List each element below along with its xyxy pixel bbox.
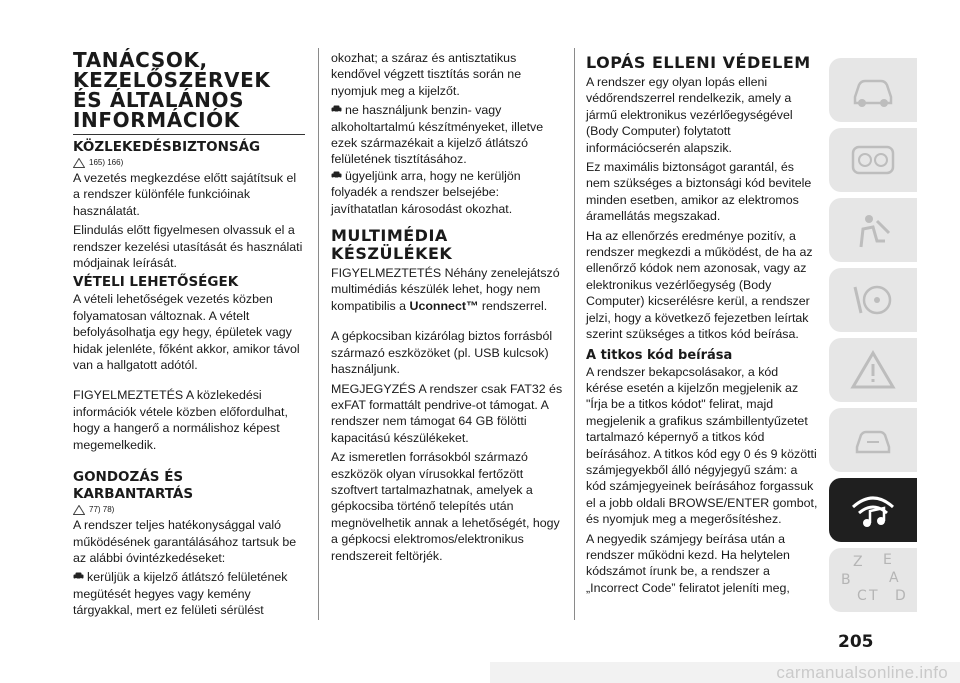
index-letter: D <box>895 588 906 604</box>
list-item <box>331 168 564 217</box>
paragraph: A vételi lehetőségek vezetés közben folyamatosan változnak. A vételt befolyásolhatja egy hegy, épületek vagy hidak jelenléte, főként akkor, amikor távol van a hallgatott adótól. <box>73 292 300 373</box>
column-divider <box>574 48 575 620</box>
section-heading-reception: VÉTELI LEHETŐSÉGEK <box>73 274 239 291</box>
dashboard-icon <box>847 137 899 183</box>
car-icon <box>847 67 899 113</box>
warning-triangle-icon <box>73 158 85 168</box>
paragraph-warning: FIGYELMEZTETÉS A közlekedési információk vétele közben előfordulhat, hogy a hangerő a normálishoz képest megemelkedik. <box>73 388 288 452</box>
paragraph: Ez maximális biztonságot garantál, és nem szükséges a biztonsági kód bevitele minden esetben, amikor az elektromos áramellátás megszakad. <box>586 160 812 224</box>
paragraph-text: FIGYELMEZTETÉS Néhány zenelejátszó multimédiás készülék lehet, hogy nem kompatibilis a <box>331 266 560 313</box>
paragraph: A rendszer egy olyan lopás elleni védőrendszerrel rendelkezik, amely a jármű elektronikus vezérlőegységével (Body Computer) folytatott információcserén alapszik. <box>586 75 793 155</box>
title-underline <box>73 134 305 135</box>
list-item <box>331 102 564 168</box>
paragraph: A rendszer bekapcsolásakor, a kód kérése esetén a kijelzőn megjelenik az "Írja be a titkos kódot" felirat, majd megjelenik a grafikus számbillentyűzetet tartalmazó képernyő a titkos kód beírásához. A titkos kód egy 0 és 9 közötti számjegyekből álló négyjegyű szám: a kód számjegyeinek beírásához forgassuk el a jobb oldali BROWSE/ENTER gombot, és nyomjuk meg a megerősítéshez. <box>586 364 818 527</box>
paragraph: Az ismeretlen forrásokból származó eszközök olyan vírusokkal fertőzött szoftvert tartalmazhatnak, amelyek a gépkocsiba történő telepítés után megnövelhetik annak a lehetőségét, hogy a gépkocsi elektromos/elektronikus rendszereit feltörjék. <box>331 450 560 563</box>
section-heading-care: GONDOZÁS ÉS KARBANTARTÁS <box>73 469 194 503</box>
wrench-steering-icon <box>847 277 899 323</box>
warning-reference-numbers: 77) 78) <box>89 505 115 515</box>
subheading-secret-code: A titkos kód beírása <box>586 347 733 363</box>
paragraph: A vezetés megkezdése előtt sajátítsuk el a rendszer különféle funkcióinak használatát. <box>73 171 297 218</box>
warning-icon <box>847 347 899 393</box>
chapter-title-line: KEZELŐSZERVEK <box>73 68 271 92</box>
section-heading-multimedia: MULTIMÉDIA KÉSZÜLÉKEK <box>331 226 453 264</box>
index-letter: A <box>889 570 899 586</box>
chapter-title-line: ÉS ÁLTALÁNOS <box>73 88 245 112</box>
care-triangle-icon <box>73 505 85 515</box>
seat-airbag-icon <box>847 207 899 253</box>
paragraph: A negyedik számjegy beírása után a rendszer működni kezd. Ha helytelen kódszámot írunk be, a rendszer a „Incorrect Code” feliratot jeleníti meg, <box>586 531 790 595</box>
column-1 <box>73 50 305 619</box>
section-heading-safety: KÖZLEKEDÉSBIZTONSÁG <box>73 139 261 155</box>
index-letter: E <box>883 552 892 568</box>
paragraph: A rendszer teljes hatékonysággal való működésének garantálásához tartsuk be az alábbi óvintézkedéseket: <box>73 518 297 565</box>
multimedia-icon <box>847 487 899 533</box>
section-heading-antitheft: LOPÁS ELLENI VÉDELEM <box>586 53 811 72</box>
tab-multimedia[interactable] <box>829 478 917 542</box>
column-2 <box>331 50 564 567</box>
tab-car[interactable] <box>829 58 917 122</box>
list-item-text: ne használjunk benzin- vagy alkoholtartalmú készítményeket, illetve ezek származékait a kijelző átlátszó felületének tisztításához. <box>331 103 544 167</box>
car-bullet-icon <box>331 105 342 113</box>
chapter-title-line: TANÁCSOK, <box>73 48 208 72</box>
chapter-title-line: INFORMÁCIÓK <box>73 108 240 132</box>
warning-reference-numbers: 165) 166) <box>89 158 124 167</box>
index-letter: Z <box>853 554 863 570</box>
warning-reference <box>73 157 305 169</box>
tab-emergency[interactable] <box>829 338 917 402</box>
paragraph: Ha az ellenőrzés eredménye pozitív, a rendszer megkezdi a működést, de ha az ellenőrző kódok nem azonosak, vagy az elektronikus vezérlőegység (Body Computer) kicserélésre kerül, a rendszer jelzi, hogy a következő fejezetben leírtak szerint szükséges a titkos kód beírása. <box>586 228 813 342</box>
chapter-title <box>73 50 305 130</box>
tab-index[interactable] <box>829 548 917 612</box>
car-crash-icon <box>847 417 899 463</box>
list-item <box>73 569 305 618</box>
paragraph-text: rendszerrel. <box>478 298 548 313</box>
paragraph: A gépkocsiban kizárólag biztos forrásból származó eszközöket (pl. USB kulcsok) használjunk. <box>331 329 553 377</box>
paragraph: okozhat; a száraz és antisztatikus kendővel végzett tisztítás során ne nyomjuk meg a kijelzőt. <box>331 51 522 98</box>
list-item-text: ügyeljünk arra, hogy ne kerüljön folyadék a rendszer belsejébe: javíthatatlan károsodást okozhat. <box>331 168 521 216</box>
tab-driving[interactable] <box>829 268 917 332</box>
index-letter: B <box>841 572 851 588</box>
tab-safety[interactable] <box>829 198 917 262</box>
car-bullet-icon <box>331 171 342 179</box>
list-item-text: kerüljük a kijelző átlátszó felületének megütését hegyes vagy kemény tárgyakkal, mert ez felületi sérülést <box>73 570 288 618</box>
car-bullet-icon <box>73 572 84 580</box>
brand-name: Uconnect™ <box>409 298 479 313</box>
watermark: carmanualsonline.info <box>490 662 960 683</box>
column-3 <box>586 50 818 599</box>
paragraph-warning <box>331 265 564 314</box>
chapter-tab-sidebar <box>829 58 917 612</box>
column-divider <box>318 48 319 620</box>
index-letter: T <box>869 588 878 604</box>
index-letter: C <box>857 588 867 604</box>
paragraph-note: MEGJEGYZÉS A rendszer csak FAT32 és exFAT formattált pendrive-ot támogat. A rendszer nem támogat 64 GB fölötti kapacitású készülékeket. <box>331 381 563 445</box>
paragraph: Elindulás előtt figyelmesen olvassuk el a rendszer kezelési utasítását és használati módjainak leírását. <box>73 223 303 271</box>
warning-reference <box>73 504 305 516</box>
page-number: 205 <box>838 632 874 652</box>
tab-dashboard[interactable] <box>829 128 917 192</box>
tab-maintenance[interactable] <box>829 408 917 472</box>
